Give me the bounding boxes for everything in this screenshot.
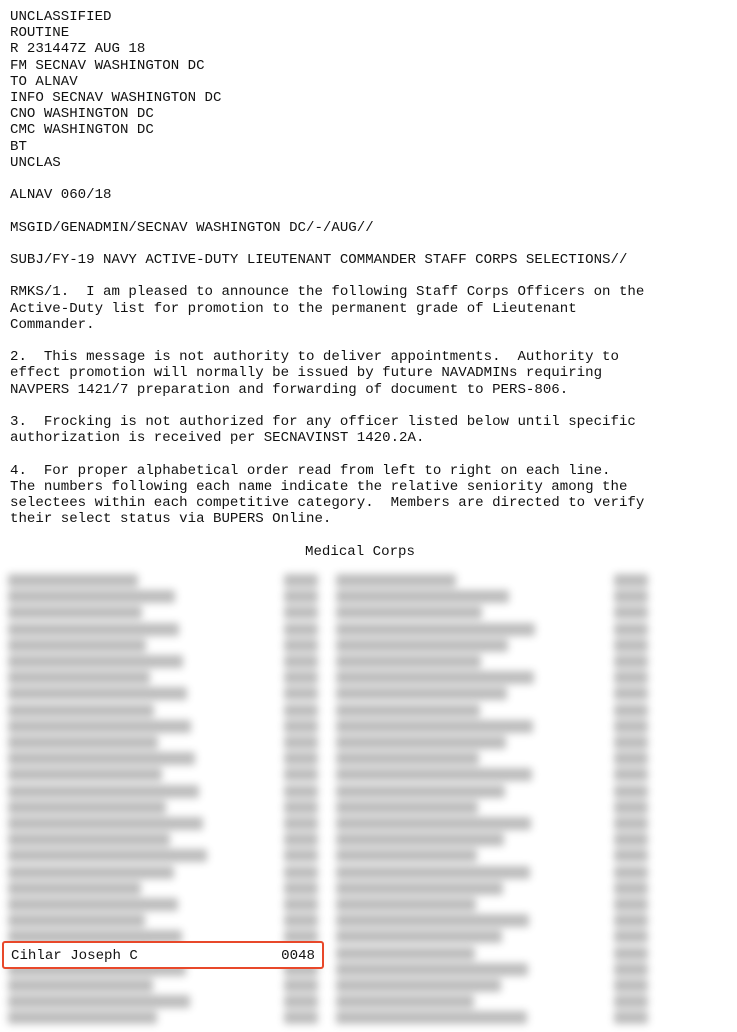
header-line: TO ALNAV xyxy=(10,73,78,90)
paragraph-4-line: selectees within each competitive category. Members are directed to verify xyxy=(10,494,645,511)
redacted-list-row xyxy=(8,671,688,684)
header-line: UNCLASSIFIED xyxy=(10,9,112,25)
redacted-list-row xyxy=(8,898,688,911)
alnav-number: ALNAV 060/18 xyxy=(10,187,112,204)
redacted-list-row xyxy=(8,817,688,830)
message-text xyxy=(10,9,730,560)
highlighted-entry-number: 0048 xyxy=(281,948,315,964)
redacted-list-row xyxy=(8,655,688,668)
paragraph-3-line: 3. Frocking is not authorized for any officer listed below until specific xyxy=(10,413,636,430)
header-line: INFO SECNAV WASHINGTON DC xyxy=(10,90,222,107)
redacted-list-row xyxy=(8,785,688,798)
redacted-list-row xyxy=(8,623,688,636)
paragraph-2-line: 2. This message is not authority to deliver appointments. Authority to xyxy=(10,349,619,366)
header-line: R 231447Z AUG 18 xyxy=(10,41,146,58)
paragraph-1-line: Active-Duty list for promotion to the permanent grade of Lieutenant xyxy=(10,300,577,317)
header-line: BT xyxy=(10,138,27,155)
redacted-list-row xyxy=(8,768,688,781)
redacted-list-row xyxy=(8,866,688,879)
paragraph-1-line: Commander. xyxy=(10,316,95,333)
highlighted-entry xyxy=(2,941,324,969)
redacted-list-row xyxy=(8,574,688,587)
msgid-line: MSGID/GENADMIN/SECNAV WASHINGTON DC/-/AUG// xyxy=(10,219,374,236)
header-line: ROUTINE xyxy=(10,25,70,42)
redacted-list-row xyxy=(8,995,688,1008)
redacted-list-row xyxy=(8,914,688,927)
header-line: CNO WASHINGTON DC xyxy=(10,106,154,123)
highlighted-entry-name: Cihlar Joseph C xyxy=(11,948,138,964)
subject-line: SUBJ/FY-19 NAVY ACTIVE-DUTY LIEUTENANT COMMANDER STAFF CORPS SELECTIONS// xyxy=(10,252,628,268)
redacted-list-row xyxy=(8,704,688,717)
redacted-list-row xyxy=(8,882,688,895)
redacted-list-row xyxy=(8,687,688,700)
redacted-list-row xyxy=(8,606,688,619)
paragraph-3-line: authorization is received per SECNAVINST 1420.2A. xyxy=(10,430,425,447)
header-line: UNCLAS xyxy=(10,154,61,171)
redacted-list-row xyxy=(8,736,688,749)
redacted-list-row xyxy=(8,801,688,814)
redacted-list-row xyxy=(8,752,688,765)
paragraph-1-line: RMKS/1. I am pleased to announce the following Staff Corps Officers on the xyxy=(10,284,645,301)
redacted-list-row xyxy=(8,849,688,862)
redacted-list-row xyxy=(8,639,688,652)
section-title: Medical Corps xyxy=(305,543,415,560)
redacted-list-row xyxy=(8,833,688,846)
paragraph-2-line: NAVPERS 1421/7 preparation and forwarding of document to PERS-806. xyxy=(10,381,569,398)
redacted-list-row xyxy=(8,720,688,733)
paragraph-4-line: their select status via BUPERS Online. xyxy=(10,511,332,528)
paragraph-2-line: effect promotion will normally be issued by future NAVADMINs requiring xyxy=(10,365,603,382)
paragraph-4-line: 4. For proper alphabetical order read from left to right on each line. xyxy=(10,462,611,479)
paragraph-4-line: The numbers following each name indicate the relative seniority among the xyxy=(10,478,628,495)
header-line: FM SECNAV WASHINGTON DC xyxy=(10,57,205,74)
header-line: CMC WASHINGTON DC xyxy=(10,122,154,139)
redacted-list-row xyxy=(8,1011,688,1024)
redacted-list-row xyxy=(8,590,688,603)
redacted-list-row xyxy=(8,979,688,992)
